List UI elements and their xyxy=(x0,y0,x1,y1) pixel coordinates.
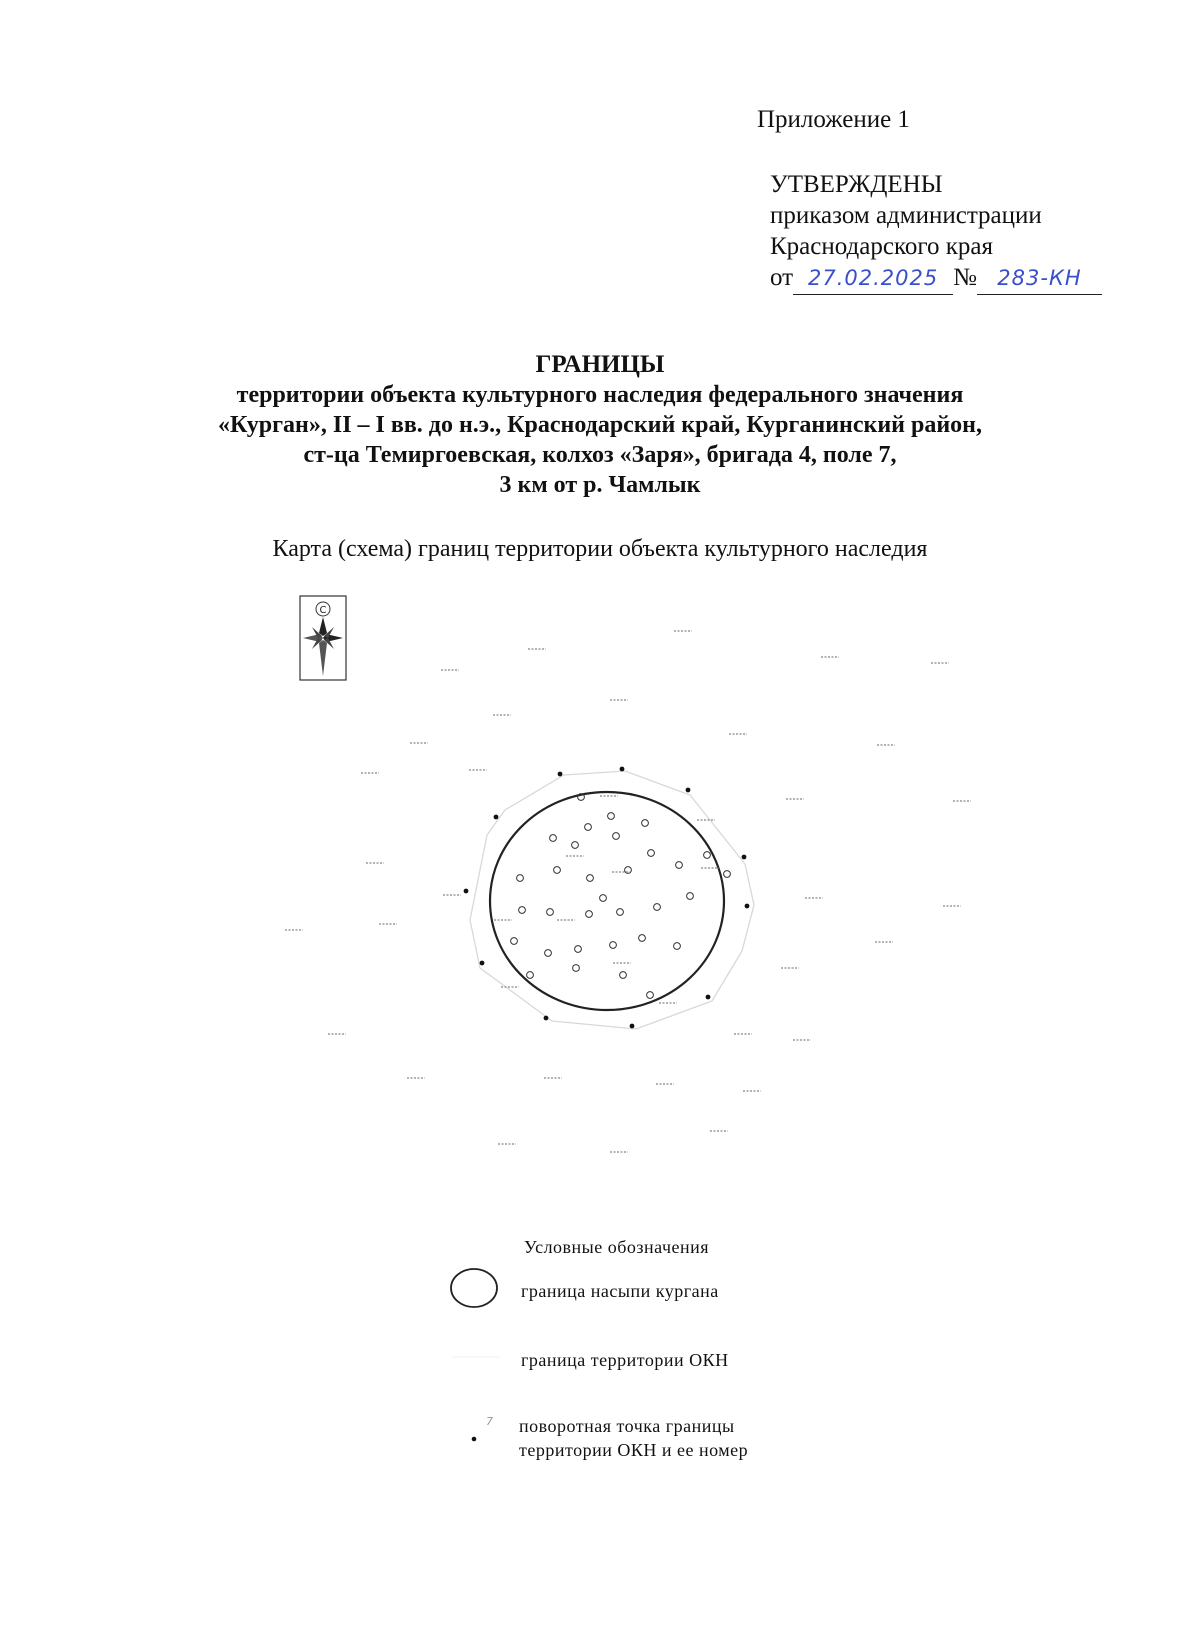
legend-circle-symbol xyxy=(451,1269,497,1307)
approved-label: УТВЕРЖДЕНЫ xyxy=(770,171,943,198)
title-line-2: «Курган», II – I вв. до н.э., Краснодарский край, Курганинский район, xyxy=(217,412,982,438)
survey-point-marker xyxy=(545,950,552,957)
turn-point-marker xyxy=(544,1016,549,1021)
legend-point-symbol xyxy=(472,1437,477,1442)
legend-turnpoint-line1: поворотная точка границы xyxy=(519,1416,735,1436)
survey-points-layer xyxy=(511,794,731,999)
survey-point-marker xyxy=(639,935,646,942)
legend-title: Условные обозначения xyxy=(524,1237,710,1257)
legend-point-number: 7 xyxy=(486,1415,493,1428)
turn-point-marker xyxy=(464,889,469,894)
turn-point-marker xyxy=(745,904,750,909)
survey-point-marker xyxy=(519,907,526,914)
title-heading: ГРАНИЦЫ xyxy=(535,351,665,378)
survey-point-marker xyxy=(674,943,681,950)
survey-point-marker xyxy=(550,835,557,842)
legend-turnpoint-line2: территории ОКН и ее номер xyxy=(519,1440,749,1460)
turn-point-marker xyxy=(558,772,563,777)
approved-by-line2: Краснодарского края xyxy=(770,233,993,260)
survey-point-marker xyxy=(572,842,579,849)
legend-mound-label: граница насыпи кургана xyxy=(521,1281,719,1301)
title-line-3: ст-ца Темиргоевская, колхоз «Заря», бригада 4, поле 7, xyxy=(303,442,897,468)
legend-territory-label: граница территории ОКН xyxy=(521,1350,729,1370)
survey-point-marker xyxy=(575,946,582,953)
turn-point-marker xyxy=(742,855,747,860)
date-prefix: от xyxy=(770,264,794,291)
turn-point-marker xyxy=(620,767,625,772)
north-letter: С xyxy=(319,605,327,616)
north-arrow-icon xyxy=(300,596,346,680)
survey-point-marker xyxy=(511,938,518,945)
survey-point-marker xyxy=(617,909,624,916)
point-labels-layer xyxy=(285,631,971,1152)
turn-point-marker xyxy=(480,961,485,966)
survey-point-marker xyxy=(610,942,617,949)
approved-by-line1: приказом администрации xyxy=(770,202,1042,229)
survey-point-marker xyxy=(687,893,694,900)
survey-point-marker xyxy=(704,852,711,859)
survey-point-marker xyxy=(517,875,524,882)
survey-point-marker xyxy=(642,820,649,827)
survey-point-marker xyxy=(608,813,615,820)
survey-point-marker xyxy=(585,824,592,831)
title-line-1: территории объекта культурного наследия федерального значения xyxy=(236,382,964,408)
survey-point-marker xyxy=(587,875,594,882)
appendix-label: Приложение 1 xyxy=(757,106,910,133)
legend-turnpoint-label xyxy=(519,1414,748,1462)
survey-point-marker xyxy=(648,850,655,857)
okn-territory-boundary xyxy=(470,771,754,1029)
map-caption: Карта (схема) границ территории объекта культурного наследия xyxy=(272,536,928,562)
survey-point-marker xyxy=(527,972,534,979)
survey-point-marker xyxy=(547,909,554,916)
date-value: 27.02.2025 xyxy=(807,266,939,290)
number-value: 283-КН xyxy=(997,266,1082,290)
survey-point-marker xyxy=(647,992,654,999)
survey-point-marker xyxy=(654,904,661,911)
survey-point-marker xyxy=(586,911,593,918)
survey-point-marker xyxy=(724,871,731,878)
survey-point-marker xyxy=(613,833,620,840)
turn-point-marker xyxy=(706,995,711,1000)
turn-point-marker xyxy=(630,1024,635,1029)
survey-point-marker xyxy=(676,862,683,869)
mound-boundary-circle xyxy=(490,792,724,1010)
survey-point-marker xyxy=(573,965,580,972)
survey-point-marker xyxy=(600,895,607,902)
number-prefix: № xyxy=(953,264,977,291)
survey-point-marker xyxy=(620,972,627,979)
turn-point-marker xyxy=(494,815,499,820)
survey-point-marker xyxy=(554,867,561,874)
title-line-4: 3 км от р. Чамлык xyxy=(499,472,701,498)
turn-point-marker xyxy=(686,788,691,793)
